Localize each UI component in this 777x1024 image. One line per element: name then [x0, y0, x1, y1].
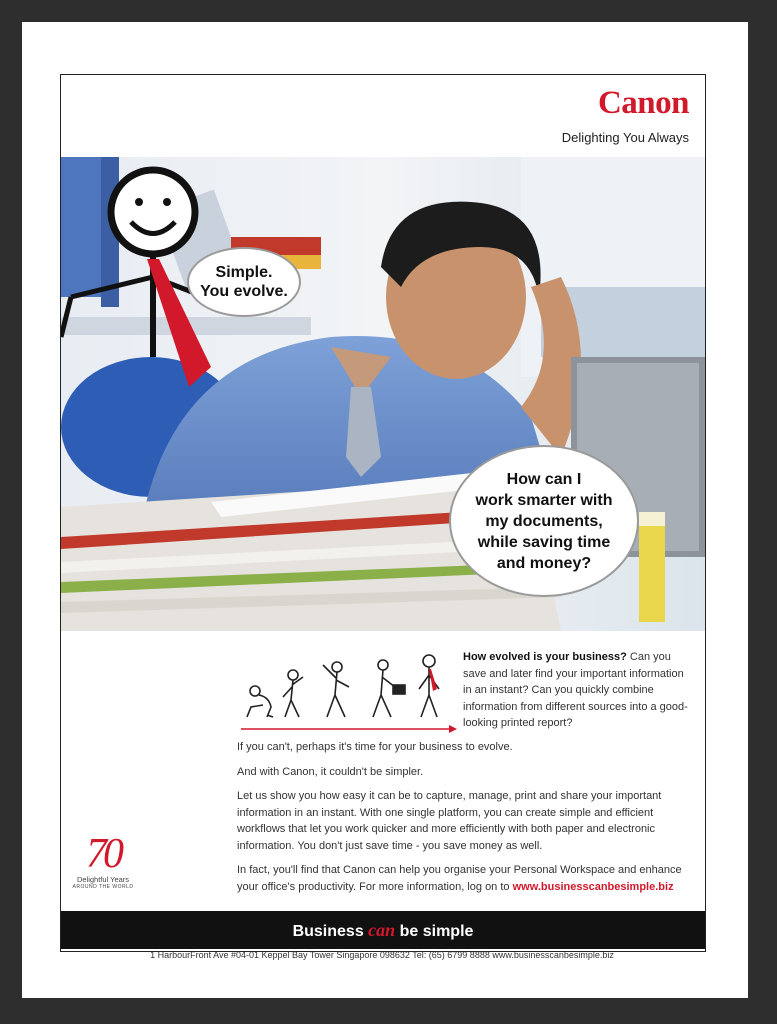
slogan-can: can: [368, 920, 396, 940]
speech-bubble-stickman: Simple. You evolve.: [187, 247, 301, 317]
intro-paragraph: [463, 649, 691, 732]
intro-heading: How evolved is your business?: [463, 651, 627, 663]
brand-tagline: Delighting You Always: [561, 130, 689, 145]
slogan-bar: Business can be simple: [61, 911, 705, 949]
intro-text: Can you save and later find your important information in an instant? Can you quickly combine information from different sources into a good-looking printed report?: [463, 651, 688, 729]
anniversary-line1: Delightful Years: [76, 875, 130, 884]
anniversary-badge: [71, 833, 135, 899]
body-paragraph-4: In fact, you'll find that Canon can help you organise your Personal Workspace and enhance your office's productivity. For more information, log on to www.businesscanbesimple.biz: [237, 864, 682, 893]
body-paragraph-3: Let us show you how easy it can be to capture, manage, print and share your important information in an instant. With one single platform, you can create simple and efficient workflows that let you work quicker and more efficiently with both paper and electronic information. You don't just save time - you save money as well.: [237, 790, 662, 852]
ad-page: [22, 22, 748, 998]
speech-bubble-man: How can I work smarter with my documents, while saving time and money?: [449, 445, 639, 597]
body-copy: [237, 739, 693, 903]
office-photo: [61, 157, 705, 631]
body-paragraph-1: If you can't, perhaps it's time for your business to evolve.: [237, 741, 513, 753]
contact-address: 1 HarbourFront Ave #04-01 Keppel Bay Tower Singapore 098632 Tel: (65) 6799 8888 www.businesscanbesimple.biz: [150, 950, 614, 960]
anniversary-line2: AROUND THE WORLD: [72, 884, 134, 890]
body-paragraph-2: And with Canon, it couldn't be simpler.: [237, 765, 424, 778]
website-link[interactable]: www.businesscanbesimple.biz: [512, 880, 674, 893]
ad-frame: [60, 74, 706, 952]
canon-logo: Canon: [597, 85, 689, 121]
evolution-illustration: [237, 645, 457, 735]
anniversary-number: 70: [86, 831, 120, 877]
